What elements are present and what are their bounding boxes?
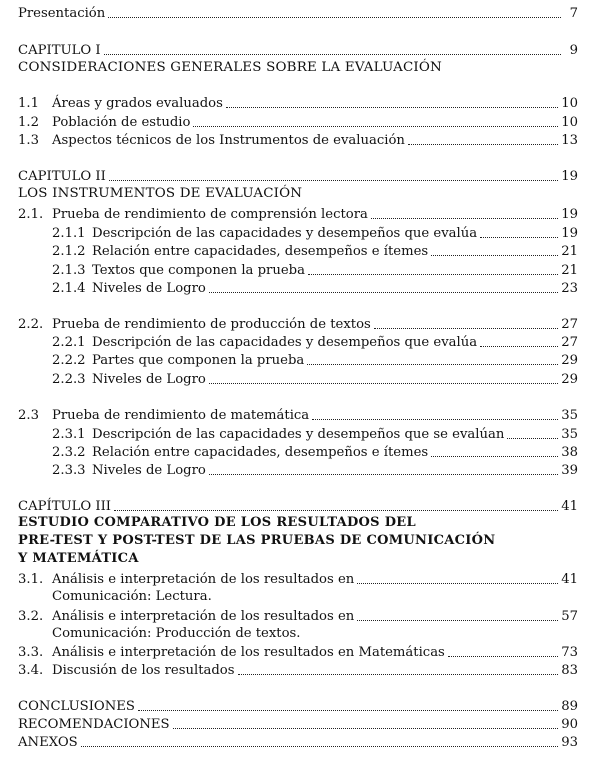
leader-dots bbox=[374, 328, 558, 329]
toc-entry-page: 90 bbox=[561, 717, 578, 732]
section-title: Análisis e interpretación de los resultados en bbox=[52, 609, 355, 624]
section-number: 3.2. bbox=[18, 609, 44, 624]
toc-section bbox=[18, 661, 578, 679]
subsection-page: 19 bbox=[561, 226, 578, 241]
chapter-heading-line: PRE-TEST Y POST-TEST DE LAS PRUEBAS DE COMUNICACIÓN bbox=[18, 533, 496, 548]
leader-dots bbox=[357, 583, 558, 584]
toc-subsection bbox=[52, 425, 578, 443]
section-number: 1.1 bbox=[18, 96, 39, 111]
toc-entry-anexos bbox=[18, 733, 578, 751]
chapter-heading-line: Y MATEMÁTICA bbox=[18, 551, 139, 566]
section-number: 3.1. bbox=[18, 572, 44, 587]
leader-dots bbox=[81, 746, 559, 747]
section-number: 3.4. bbox=[18, 663, 44, 678]
leader-dots bbox=[308, 274, 558, 275]
leader-dots bbox=[114, 510, 558, 511]
subsection-number: 2.1.3 bbox=[52, 263, 86, 278]
subsection-number: 2.1.2 bbox=[52, 244, 86, 259]
chapter-label: CAPÍTULO III bbox=[18, 499, 111, 514]
toc-entry-page: 89 bbox=[561, 699, 578, 714]
section-title-continued: Comunicación: Lectura. bbox=[52, 589, 212, 604]
section-page: 35 bbox=[561, 408, 578, 423]
toc-subsection bbox=[52, 443, 578, 461]
leader-dots bbox=[209, 383, 558, 384]
chapter-page: 9 bbox=[569, 43, 578, 58]
toc-subsection bbox=[52, 370, 578, 388]
subsection-number: 2.3.1 bbox=[52, 427, 86, 442]
section-page: 10 bbox=[561, 115, 578, 130]
leader-dots bbox=[371, 218, 558, 219]
subsection-page: 27 bbox=[561, 335, 578, 350]
chapter-heading: LOS INSTRUMENTOS DE EVALUACIÓN bbox=[18, 186, 303, 201]
toc-section bbox=[18, 570, 578, 588]
subsection-number: 2.3.2 bbox=[52, 445, 86, 460]
toc-entry-title: Presentación bbox=[18, 6, 106, 21]
leader-dots bbox=[138, 710, 558, 711]
leader-dots bbox=[448, 656, 558, 657]
toc-chapter-2 bbox=[18, 167, 578, 185]
subsection-page: 35 bbox=[561, 427, 578, 442]
leader-dots bbox=[431, 456, 558, 457]
chapter-label: CAPITULO I bbox=[18, 43, 101, 58]
leader-dots bbox=[480, 346, 558, 347]
section-title: Prueba de rendimiento de producción de textos bbox=[52, 317, 371, 332]
toc-entry-page: 7 bbox=[569, 6, 578, 21]
leader-dots bbox=[507, 438, 558, 439]
section-title: Análisis e interpretación de los resultados en Matemáticas bbox=[52, 645, 445, 660]
subsection-page: 29 bbox=[561, 353, 578, 368]
subsection-number: 2.1.4 bbox=[52, 281, 86, 296]
toc-entry-recomendaciones bbox=[18, 715, 578, 733]
subsection-title: Descripción de las capacidades y desempeños que evalúa bbox=[92, 335, 478, 350]
toc-subsection bbox=[52, 224, 578, 242]
section-number: 1.3 bbox=[18, 133, 39, 148]
toc-entry-title: ANEXOS bbox=[18, 735, 78, 750]
section-title-continued: Comunicación: Producción de textos. bbox=[52, 626, 301, 641]
leader-dots bbox=[357, 620, 558, 621]
section-page: 27 bbox=[561, 317, 578, 332]
subsection-title: Niveles de Logro bbox=[92, 372, 206, 387]
subsection-number: 2.2.2 bbox=[52, 353, 86, 368]
section-title: Aspectos técnicos de los Instrumentos de evaluación bbox=[52, 133, 405, 148]
leader-dots bbox=[408, 144, 558, 145]
subsection-page: 21 bbox=[561, 263, 578, 278]
subsection-title: Niveles de Logro bbox=[92, 463, 206, 478]
toc-section bbox=[18, 315, 578, 333]
toc-entry-conclusiones bbox=[18, 697, 578, 715]
subsection-title: Relación entre capacidades, desempeños e ítemes bbox=[92, 445, 429, 460]
subsection-number: 2.2.1 bbox=[52, 335, 86, 350]
section-title: Áreas y grados evaluados bbox=[52, 96, 223, 111]
leader-dots bbox=[104, 54, 561, 55]
section-page: 19 bbox=[561, 207, 578, 222]
subsection-number: 2.2.3 bbox=[52, 372, 86, 387]
subsection-page: 21 bbox=[561, 244, 578, 259]
section-number: 1.2 bbox=[18, 115, 39, 130]
section-number: 2.2. bbox=[18, 317, 44, 332]
subsection-page: 38 bbox=[561, 445, 578, 460]
leader-dots bbox=[193, 126, 558, 127]
subsection-number: 2.1.1 bbox=[52, 226, 86, 241]
section-title: Prueba de rendimiento de matemática bbox=[52, 408, 310, 423]
toc-entry bbox=[18, 94, 578, 112]
subsection-title: Partes que componen la prueba bbox=[92, 353, 305, 368]
section-page: 10 bbox=[561, 96, 578, 111]
subsection-title: Textos que componen la prueba bbox=[92, 263, 305, 278]
section-number: 3.3. bbox=[18, 645, 44, 660]
section-page: 13 bbox=[561, 133, 578, 148]
section-page: 83 bbox=[561, 663, 578, 678]
chapter-heading: CONSIDERACIONES GENERALES SOBRE LA EVALUACIÓN bbox=[18, 60, 442, 75]
subsection-title: Niveles de Logro bbox=[92, 281, 206, 296]
subsection-page: 23 bbox=[561, 281, 578, 296]
toc-section bbox=[18, 607, 578, 625]
section-title: Discusión de los resultados bbox=[52, 663, 235, 678]
toc-entry-title: CONCLUSIONES bbox=[18, 699, 135, 714]
toc-entry-presentacion bbox=[18, 4, 578, 22]
leader-dots bbox=[173, 728, 559, 729]
toc-subsection bbox=[52, 351, 578, 369]
chapter-heading-line: ESTUDIO COMPARATIVO DE LOS RESULTADOS DEL bbox=[18, 515, 416, 530]
toc-subsection bbox=[52, 333, 578, 351]
toc-chapter-1 bbox=[18, 41, 578, 59]
section-title: Prueba de rendimiento de comprensión lectora bbox=[52, 207, 368, 222]
leader-dots bbox=[312, 419, 558, 420]
subsection-page: 39 bbox=[561, 463, 578, 478]
section-number: 2.1. bbox=[18, 207, 44, 222]
leader-dots bbox=[209, 474, 558, 475]
section-title: Análisis e interpretación de los resultados en bbox=[52, 572, 355, 587]
subsection-page: 29 bbox=[561, 372, 578, 387]
toc-entry-title: RECOMENDACIONES bbox=[18, 717, 170, 732]
leader-dots bbox=[431, 255, 558, 256]
leader-dots bbox=[209, 292, 558, 293]
subsection-title: Descripción de las capacidades y desempeños que se evalúan bbox=[92, 427, 505, 442]
subsection-title: Descripción de las capacidades y desempeños que evalúa bbox=[92, 226, 478, 241]
chapter-page: 41 bbox=[561, 499, 578, 514]
toc-chapter-3 bbox=[18, 497, 578, 515]
leader-dots bbox=[307, 364, 558, 365]
toc-subsection bbox=[52, 242, 578, 260]
toc-subsection bbox=[52, 279, 578, 297]
section-number: 2.3 bbox=[18, 408, 39, 423]
toc-subsection bbox=[52, 461, 578, 479]
section-page: 41 bbox=[561, 572, 578, 587]
toc-entry bbox=[18, 113, 578, 131]
leader-dots bbox=[480, 237, 558, 238]
toc-entry bbox=[18, 131, 578, 149]
toc-section bbox=[18, 643, 578, 661]
subsection-number: 2.3.3 bbox=[52, 463, 86, 478]
section-title: Población de estudio bbox=[52, 115, 191, 130]
toc-entry-page: 93 bbox=[561, 735, 578, 750]
leader-dots bbox=[108, 17, 561, 18]
toc-section bbox=[18, 406, 578, 424]
chapter-page: 19 bbox=[561, 169, 578, 184]
chapter-label: CAPITULO II bbox=[18, 169, 106, 184]
section-page: 73 bbox=[561, 645, 578, 660]
toc-section bbox=[18, 205, 578, 223]
leader-dots bbox=[226, 107, 558, 108]
leader-dots bbox=[109, 180, 558, 181]
leader-dots bbox=[238, 674, 559, 675]
toc-subsection bbox=[52, 261, 578, 279]
section-page: 57 bbox=[561, 609, 578, 624]
subsection-title: Relación entre capacidades, desempeños e ítemes bbox=[92, 244, 429, 259]
